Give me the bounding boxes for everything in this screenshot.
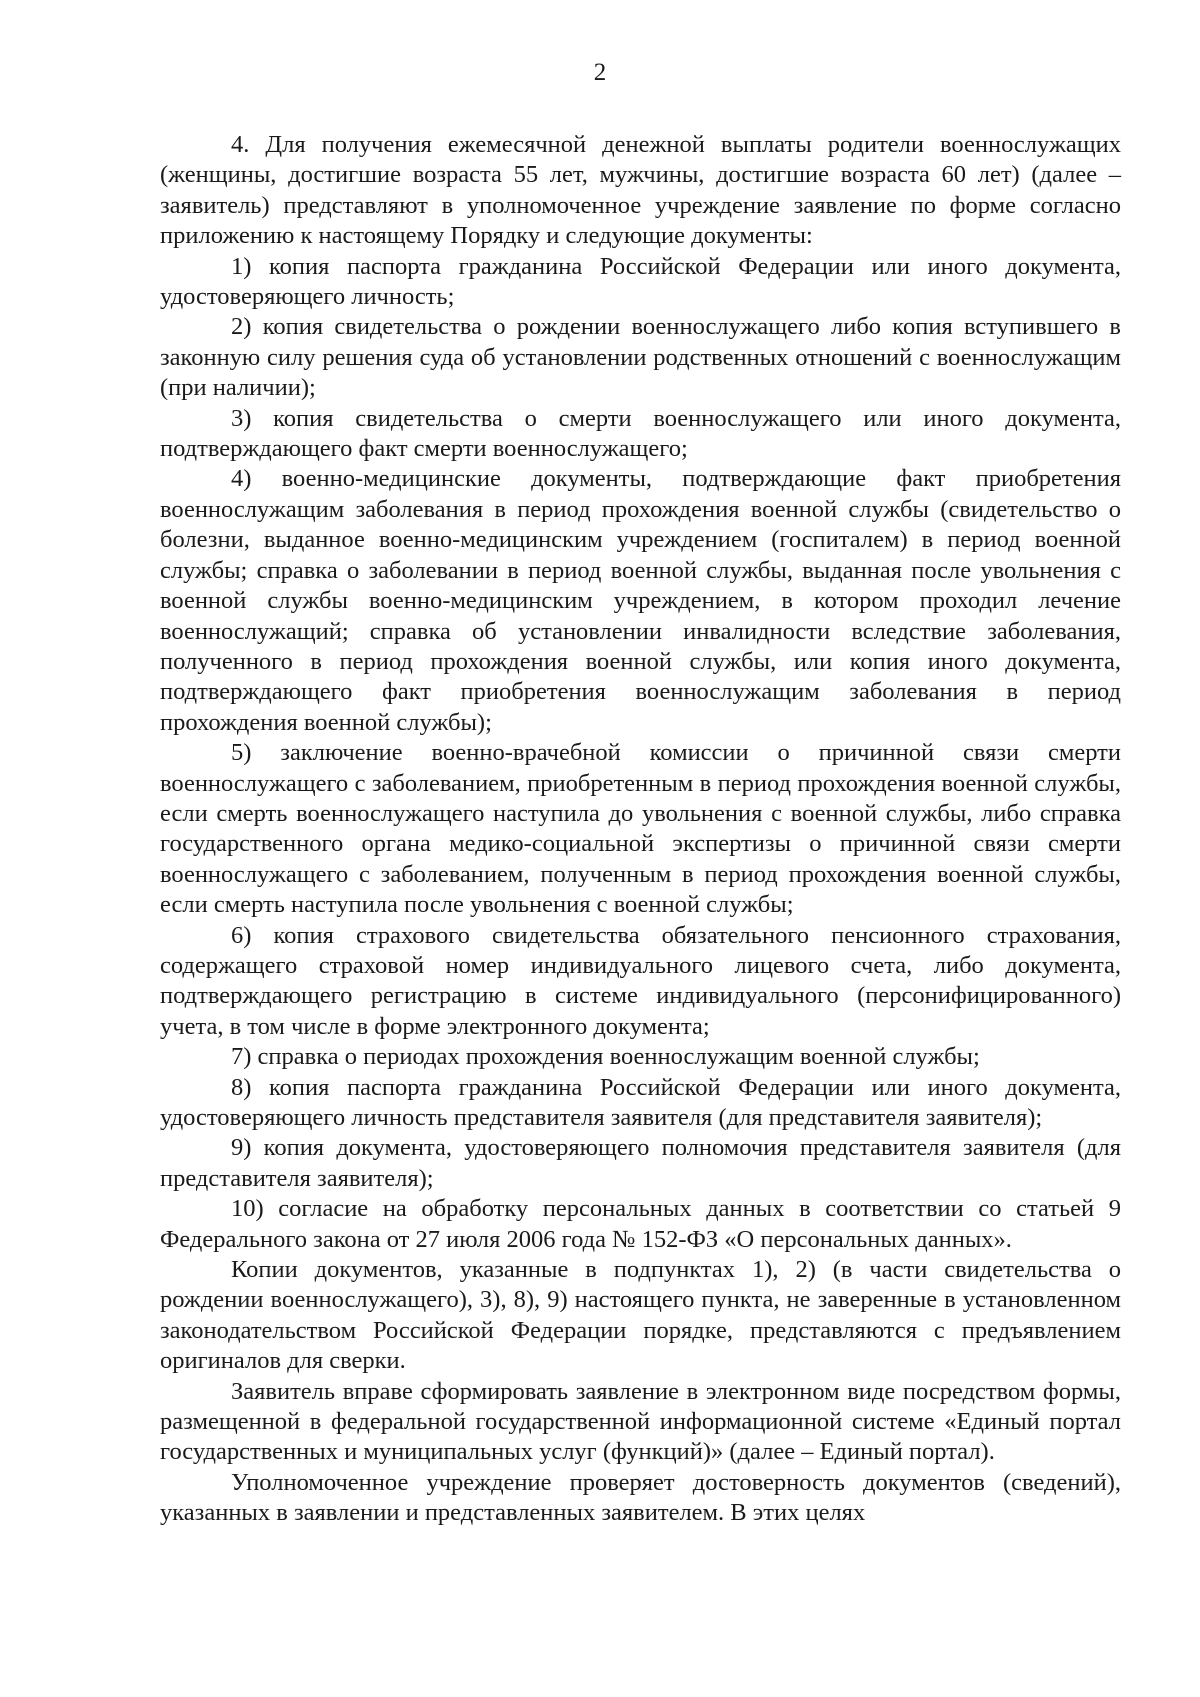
paragraph-verification-by-institution: Уполномоченное учреждение проверяет достоверность документов (сведений), указанных в заявлении и представленных заявителем. В этих целях [160,1468,1121,1527]
list-item-5-medical-commission-conclusion: 5) заключение военно-врачебной комиссии о причинной связи смерти военнослужащего с заболеванием, приобретенным в период прохождения военной службы, если смерть военнослужащего наступила до увольнения с военной службы, либо справка государственного органа медико-социальной экспертизы о причинной связи смерти военнослужащего с заболеванием, полученным в период прохождения военной службы, если смерть наступила после увольнения с военной службы; [160,739,1121,919]
document-body [160,130,1121,1529]
list-item-7-service-period-certificate: 7) справка о периодах прохождения военнослужащим военной службы; [231,1043,980,1071]
list-item-6-insurance-certificate: 6) копия страхового свидетельства обязательного пенсионного страхования, содержащего страховой номер индивидуального лицевого счета, либо документа, подтверждающего регистрацию в системе индивидуального (персонифицированного) учета, в том числе в форме электронного документа; [160,921,1121,1040]
list-item-1-passport-copy: 1) копия паспорта гражданина Российской Федерации или иного документа, удостоверяющего личность; [160,252,1121,311]
list-item-2-birth-certificate: 2) копия свидетельства о рождении военнослужащего либо копия вступившего в законную силу решения суда об установлении родственных отношений с военнослужащим (при наличии); [160,313,1121,402]
list-item-4-medical-documents: 4) военно-медицинские документы, подтверждающие факт приобретения военнослужащим заболевания в период прохождения военной службы (свидетельство о болезни, выданное военно-медицинским учреждением (госпиталем) в период военной службы; справка о заболевании в период военной службы, выданная после увольнения с военной службы военно-медицинским учреждением, в котором проходил лечение военнослужащий; справка об установлении инвалидности вследствие заболевания, полученного в период прохождения военной службы, или копия иного документа, подтверждающего факт приобретения военнослужащим заболевания в период прохождения военной службы); [160,465,1121,736]
page-number: 2 [593,59,607,86]
list-item-10-personal-data-consent: 10) согласие на обработку персональных данных в соответствии со статьей 9 Федерального закона от 27 июля 2006 года № 152-ФЗ «О персональных данных». [160,1195,1121,1253]
paragraph-electronic-application: Заявитель вправе сформировать заявление в электронном виде посредством формы, размещенной в федеральной государственной информационной системе «Единый портал государственных и муниципальных услуг (функций)» (далее – Единый портал). [160,1377,1121,1466]
list-item-9-representative-authority: 9) копия документа, удостоверяющего полномочия представителя заявителя (для представителя заявителя); [160,1134,1121,1192]
list-item-8-representative-passport: 8) копия паспорта гражданина Российской Федерации или иного документа, удостоверяющего личность представителя заявителя (для представителя заявителя); [160,1073,1121,1131]
paragraph-copies-verification: Копии документов, указанные в подпунктах 1), 2) (в части свидетельства о рождении военнослужащего), 3), 8), 9) настоящего пункта, не заверенные в установленном законодательством Российской Федерации порядке, представляются с предъявлением оригиналов для сверки. [160,1256,1121,1375]
paragraph-item-4-intro: 4. Для получения ежемесячной денежной выплаты родители военнослужащих (женщины, достигшие возраста 55 лет, мужчины, достигшие возраста 60 лет) (далее – заявитель) представляют в уполномоченное учреждение заявление по форме согласно приложению к настоящему Порядку и следующие документы: [160,131,1121,250]
list-item-3-death-certificate: 3) копия свидетельства о смерти военнослужащего или иного документа, подтверждающего факт смерти военнослужащего; [160,404,1121,463]
